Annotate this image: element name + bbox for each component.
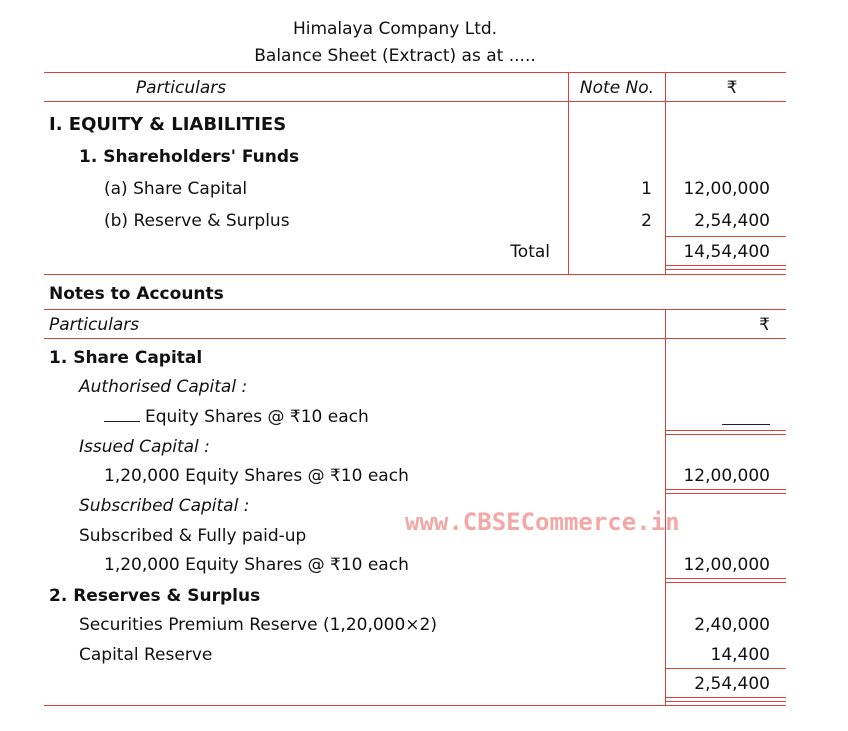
- section-heading: I. EQUITY & LIABILITIES: [49, 114, 287, 135]
- issued-capital-amount: 12,00,000: [683, 466, 770, 486]
- col-particulars: Particulars: [135, 78, 227, 98]
- notes-heading: Notes to Accounts: [49, 284, 224, 304]
- total-label: Total: [510, 242, 550, 262]
- row-reserve-label: (b) Reserve & Surplus: [104, 211, 290, 231]
- table-header-rule: [44, 101, 786, 102]
- reserves-double-rule-1: [666, 697, 786, 698]
- authorised-capital-label: Authorised Capital :: [79, 377, 248, 397]
- row-share-capital-note: 1: [641, 179, 652, 199]
- row-reserve-amount: 2,54,400: [694, 211, 770, 231]
- note-reserves-heading: 2. Reserves & Surplus: [49, 586, 261, 606]
- blank-fill-line: [104, 407, 140, 422]
- authorised-double-rule-2: [666, 434, 786, 435]
- row-share-capital-label: (a) Share Capital: [104, 179, 248, 199]
- subscribed-double-rule-1: [666, 578, 786, 579]
- subscribed-double-rule-2: [666, 582, 786, 583]
- table-bottom-rule: [44, 274, 786, 275]
- issued-double-rule-1: [666, 489, 786, 490]
- reserves-total-over-rule: [666, 668, 786, 669]
- total-amount: 14,54,400: [683, 242, 770, 262]
- total-double-rule-1: [666, 265, 786, 266]
- col-note-no: Note No.: [579, 78, 655, 98]
- row-reserve-note: 2: [641, 211, 652, 231]
- reserves-total-amount: 2,54,400: [694, 674, 770, 694]
- watermark: www.CBSECommerce.in: [405, 508, 680, 536]
- company-name: Himalaya Company Ltd.: [292, 19, 498, 39]
- authorised-capital-line: [104, 407, 369, 427]
- amount-column-divider: [665, 72, 666, 274]
- premium-reserve-amount: 2,40,000: [694, 615, 770, 635]
- notes-col-amount: ₹: [759, 315, 770, 335]
- sheet-title: Balance Sheet (Extract) as at .....: [254, 46, 536, 66]
- notes-bottom-rule: [44, 705, 786, 706]
- notes-header-rule: [44, 338, 786, 339]
- col-amount: ₹: [726, 78, 738, 98]
- subscribed-fully-label: Subscribed & Fully paid-up: [79, 526, 307, 546]
- authorised-amount-blank: [722, 424, 770, 425]
- sub-section-heading: 1. Shareholders' Funds: [79, 147, 300, 167]
- subscribed-capital-amount: 12,00,000: [683, 555, 770, 575]
- table-top-rule: [44, 72, 786, 73]
- note-share-capital-heading: 1. Share Capital: [49, 348, 203, 368]
- premium-reserve-label: Securities Premium Reserve (1,20,000×2): [79, 615, 438, 635]
- total-double-rule-2: [666, 269, 786, 270]
- notes-amount-divider: [665, 309, 666, 705]
- issued-capital-line: 1,20,000 Equity Shares @ ₹10 each: [104, 466, 409, 486]
- subscribed-capital-line: 1,20,000 Equity Shares @ ₹10 each: [104, 555, 409, 575]
- capital-reserve-amount: 14,400: [710, 645, 770, 665]
- issued-capital-label: Issued Capital :: [79, 437, 210, 457]
- reserves-double-rule-2: [666, 701, 786, 702]
- capital-reserve-label: Capital Reserve: [79, 645, 213, 665]
- authorised-capital-text: Equity Shares @ ₹10 each: [145, 407, 369, 427]
- notes-top-rule: [44, 309, 786, 310]
- total-over-rule: [666, 236, 786, 237]
- authorised-double-rule-1: [666, 430, 786, 431]
- subscribed-capital-label: Subscribed Capital :: [79, 496, 250, 516]
- note-column-divider: [568, 72, 569, 274]
- row-share-capital-amount: 12,00,000: [683, 179, 770, 199]
- notes-col-particulars: Particulars: [49, 315, 140, 335]
- issued-double-rule-2: [666, 493, 786, 494]
